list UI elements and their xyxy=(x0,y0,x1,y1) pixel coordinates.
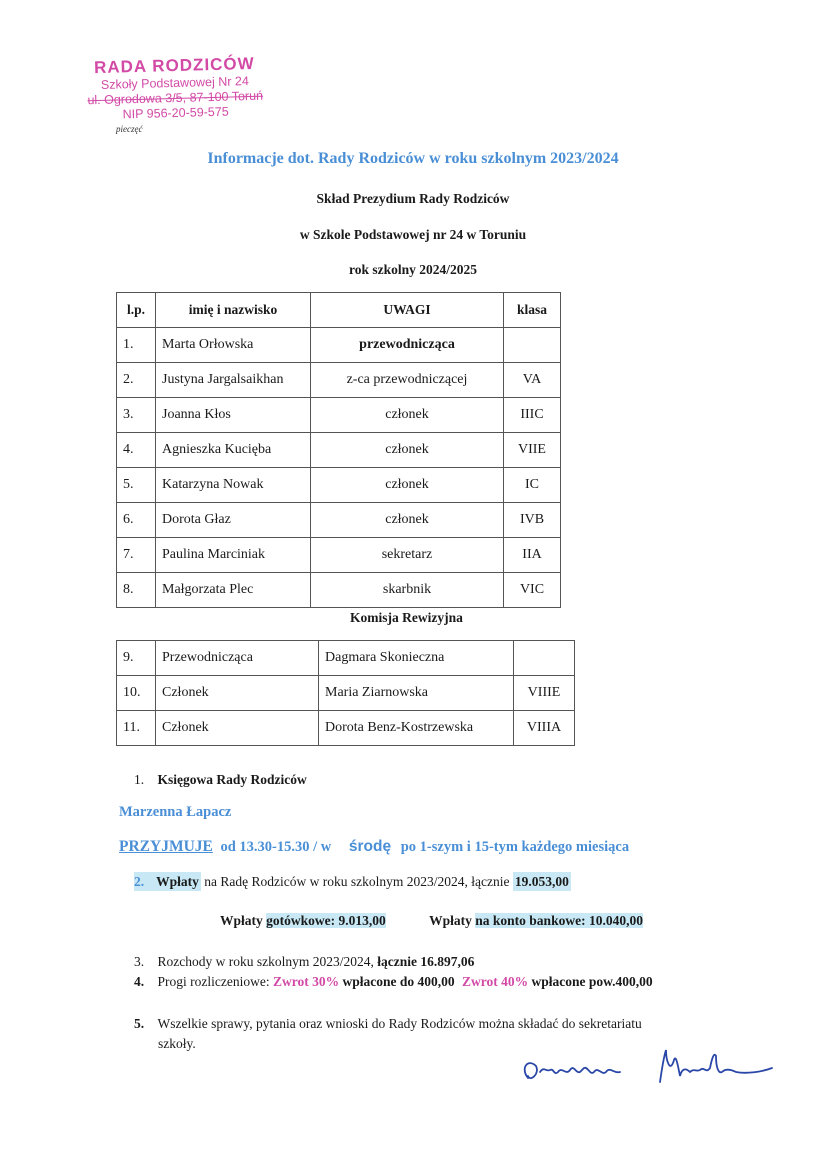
bank-label-b: na konto bankowe xyxy=(475,913,582,928)
cell-name: Małgorzata Plec xyxy=(156,573,311,608)
cell-name: Paulina Marciniak xyxy=(156,538,311,573)
cell-lp: 3. xyxy=(117,398,156,433)
cell-klasa: IIA xyxy=(504,538,561,573)
school-stamp xyxy=(79,54,271,124)
table-row xyxy=(117,433,561,468)
page-title: Informacje dot. Rady Rodziców w roku szkolnym 2023/2024 xyxy=(207,150,619,167)
cell-uwagi: członek xyxy=(311,398,504,433)
office-hours xyxy=(119,838,629,856)
cell-lp: 6. xyxy=(117,503,156,538)
cell-uwagi: z-ca przewodniczącej xyxy=(311,363,504,398)
item-2-num: 2. xyxy=(134,874,145,889)
zwrot-30-text: wpłacone do 400,00 xyxy=(342,974,455,989)
header-lp: l.p. xyxy=(117,293,156,328)
item-5-line-2: szkoły. xyxy=(158,1036,196,1051)
cell-lp: 8. xyxy=(117,573,156,608)
cell-uwagi: członek xyxy=(311,503,504,538)
cell-role: Członek xyxy=(156,711,319,746)
item-1-num: 1. xyxy=(134,772,145,787)
cell-name: Dagmara Skonieczna xyxy=(319,641,514,676)
cell-uwagi: skarbnik xyxy=(311,573,504,608)
cell-role: Przewodnicząca xyxy=(156,641,319,676)
item-4-num: 4. xyxy=(134,974,145,989)
komisja-table xyxy=(116,640,575,746)
cell-lp: 11. xyxy=(117,711,156,746)
table-row xyxy=(117,573,561,608)
item-3 xyxy=(134,954,474,970)
stamp-line-4: NIP 956-20-59-575 xyxy=(122,104,229,122)
header-klasa: klasa xyxy=(504,293,561,328)
item-3-num: 3. xyxy=(134,954,145,969)
cell-uwagi: członek xyxy=(311,433,504,468)
cell-lp: 4. xyxy=(117,433,156,468)
cell-uwagi: członek xyxy=(311,468,504,503)
stamp-line-1: RADA RODZICÓW xyxy=(93,53,255,78)
cash-amount: : 9.013,00 xyxy=(330,913,386,928)
ksiegowa-name: Marzenna Łapacz xyxy=(119,804,232,820)
item-3-total: łącznie 16.897,06 xyxy=(377,954,475,969)
cell-name: Joanna Kłos xyxy=(156,398,311,433)
cell-klasa xyxy=(504,328,561,363)
zwrot-40-text: wpłacone pow.400,00 xyxy=(531,974,653,989)
table-row xyxy=(117,711,575,746)
cell-lp: 7. xyxy=(117,538,156,573)
cell-lp: 5. xyxy=(117,468,156,503)
cell-name: Katarzyna Nowak xyxy=(156,468,311,503)
cell-name: Justyna Jargalsaikhan xyxy=(156,363,311,398)
cell-lp: 9. xyxy=(117,641,156,676)
item-2-amount: 19.053,00 xyxy=(514,874,569,889)
item-5-line-1: Wszelkie sprawy, pytania oraz wnioski do Rady Rodziców można składać do sekretariatu xyxy=(157,1016,642,1031)
table-row xyxy=(117,328,561,363)
cell-uwagi: przewodnicząca xyxy=(311,328,504,363)
stamp-line-2: Szkoły Podstawowej Nr 24 xyxy=(100,74,249,92)
cell-klasa: VA xyxy=(504,363,561,398)
hours-day: środę xyxy=(348,838,392,855)
table-row xyxy=(117,398,561,433)
table-row xyxy=(117,503,561,538)
cell-name: Maria Ziarnowska xyxy=(319,676,514,711)
handwritten-signature xyxy=(510,1038,780,1098)
item-1-text: Księgowa Rady Rodziców xyxy=(157,772,307,787)
przyjmuje-label: PRZYJMUJE xyxy=(119,838,213,855)
cash-label-a: Wpłaty xyxy=(220,913,263,928)
komisja-title: Komisja Rewizyjna xyxy=(350,610,463,625)
item-3-text: Rozchody w roku szkolnym 2023/2024, xyxy=(157,954,374,969)
zwrot-40: Zwrot 40% xyxy=(461,974,529,989)
cell-uwagi: sekretarz xyxy=(311,538,504,573)
table-row xyxy=(117,538,561,573)
item-5-num: 5. xyxy=(134,1016,145,1031)
header-uwagi: UWAGI xyxy=(311,293,504,328)
item-1 xyxy=(134,772,307,788)
table-row xyxy=(117,676,575,711)
cash-label-b: gotówkowe xyxy=(266,913,331,928)
hours-time: od 13.30-15.30 / w xyxy=(220,839,332,855)
hours-rest: po 1-szym i 15-tym każdego miesiąca xyxy=(400,839,630,855)
payments-breakdown xyxy=(220,913,643,929)
cell-role: Członek xyxy=(156,676,319,711)
item-2 xyxy=(134,874,571,890)
stamp-line-3: ul. Ogrodowa 3/5, 87-100 Toruń xyxy=(87,88,264,108)
cell-klasa xyxy=(514,641,575,676)
subtitle-1: Skład Prezydium Rady Rodziców xyxy=(316,191,510,206)
stamp-label: pieczęć xyxy=(116,124,143,134)
cell-klasa: VIIIE xyxy=(514,676,575,711)
cell-klasa: VIC xyxy=(504,573,561,608)
cell-lp: 10. xyxy=(117,676,156,711)
cell-name: Agnieszka Kucięba xyxy=(156,433,311,468)
cell-name: Dorota Benz-Kostrzewska xyxy=(319,711,514,746)
bank-amount: : 10.040,00 xyxy=(581,913,643,928)
item-2-text: na Radę Rodziców w roku szkolnym 2023/2024, łącznie xyxy=(204,874,510,889)
cell-lp: 1. xyxy=(117,328,156,363)
cell-name: Marta Orłowska xyxy=(156,328,311,363)
cell-klasa: IC xyxy=(504,468,561,503)
subtitle-2: w Szkole Podstawowej nr 24 w Toruniu xyxy=(299,227,527,242)
zwrot-30: Zwrot 30% xyxy=(272,974,340,989)
cell-klasa: IVB xyxy=(504,503,561,538)
cell-klasa: VIIE xyxy=(504,433,561,468)
presidium-table xyxy=(116,292,561,608)
cell-klasa: IIIC xyxy=(504,398,561,433)
item-4 xyxy=(134,974,653,990)
cell-klasa: VIIIA xyxy=(514,711,575,746)
table-row xyxy=(117,641,575,676)
table-row xyxy=(117,468,561,503)
table-header-row xyxy=(117,293,561,328)
cell-name: Dorota Głaz xyxy=(156,503,311,538)
item-2-label: Wpłaty xyxy=(146,872,201,891)
table-row xyxy=(117,363,561,398)
header-name: imię i nazwisko xyxy=(156,293,311,328)
item-4-text: Progi rozliczeniowe: xyxy=(157,974,270,989)
subtitle-3: rok szkolny 2024/2025 xyxy=(348,262,478,277)
cell-lp: 2. xyxy=(117,363,156,398)
bank-label-a: Wpłaty xyxy=(429,913,472,928)
